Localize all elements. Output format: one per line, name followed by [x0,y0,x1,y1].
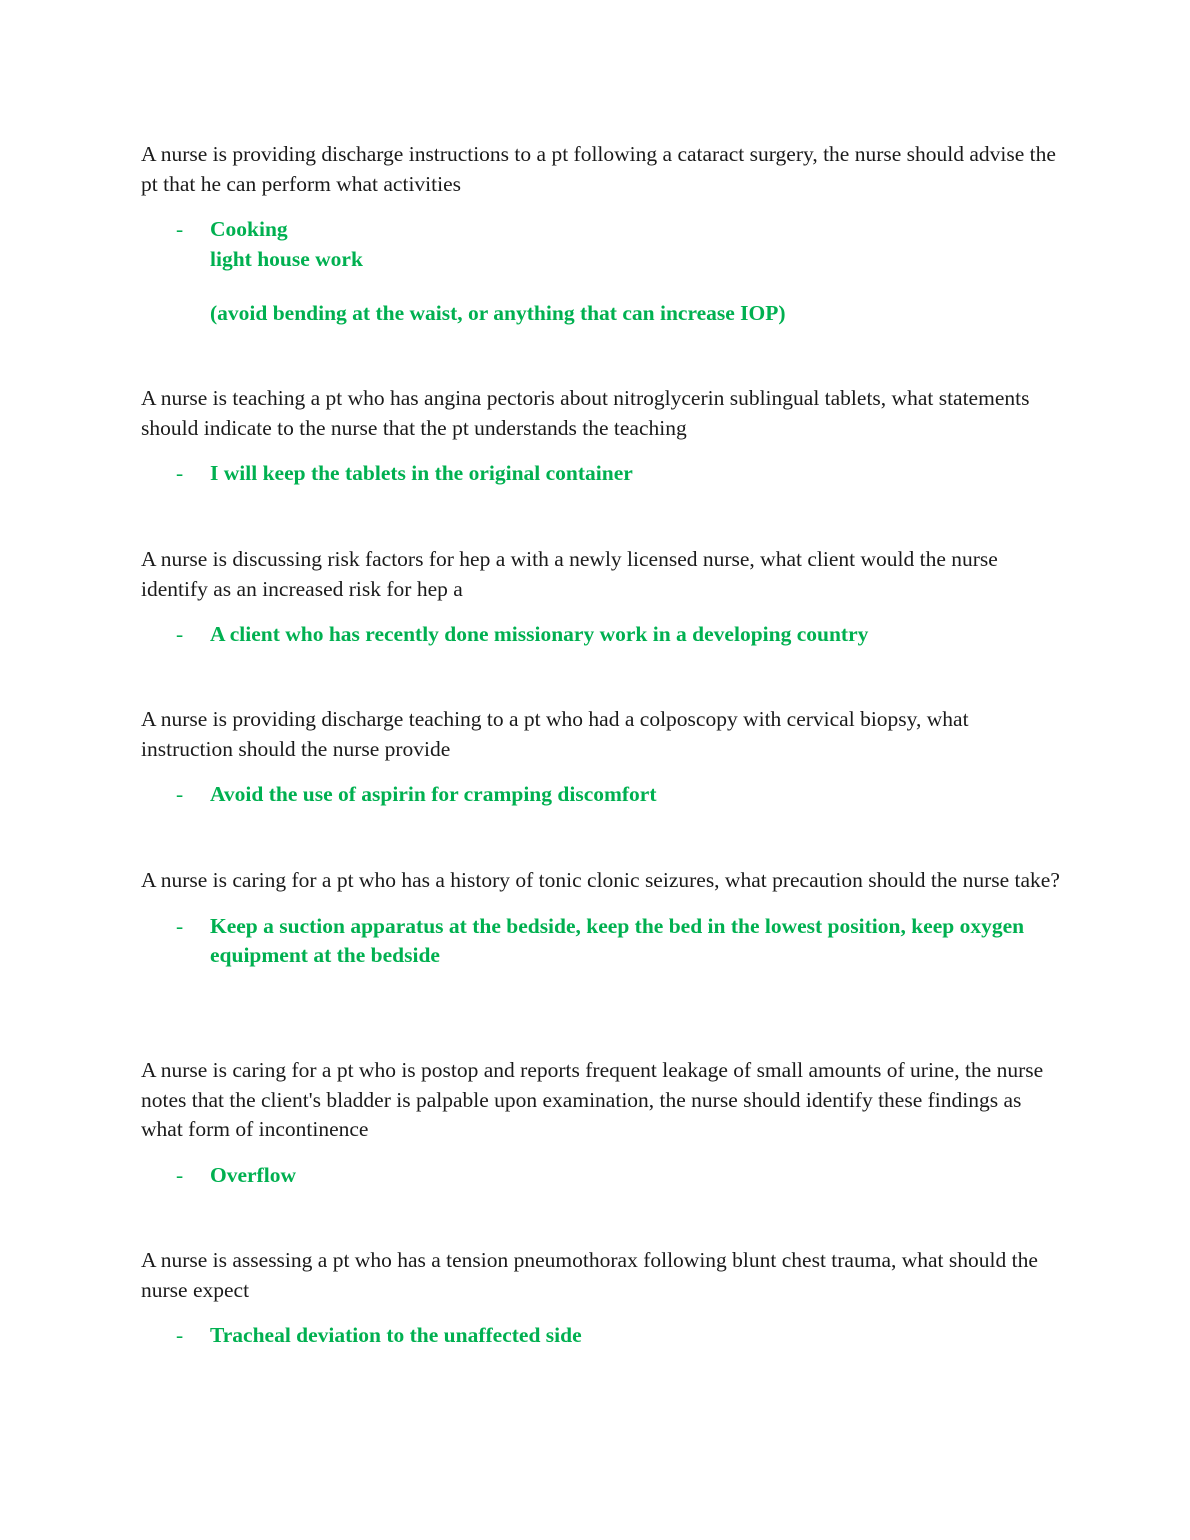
bullet-dash: - [176,913,184,938]
answer-text: light house work [210,246,363,271]
bullet-dash: - [176,461,184,485]
answer-text: Overflow [210,1162,296,1187]
question-text: A nurse is providing discharge instructions to a pt following a cataract surgery, the nurse should advise the pt that he can perform what activities [141,142,1056,196]
answer-text-group [210,1321,1061,1351]
question-text: A nurse is providing discharge teaching to a pt who had a colposcopy with cervical biopsy, what instruction should the nurse provide [141,707,969,761]
bullet-dash: - [176,622,184,646]
question-text: A nurse is discussing risk factors for hep a with a newly licensed nurse, what client would the nurse identify as an increased risk for hep a [141,547,998,601]
qa-item [141,1056,1061,1190]
bullet-dash: - [176,1323,184,1347]
bullet-dash: - [176,782,184,806]
answer-text: A client who has recently done missionary work in a developing country [210,622,869,646]
qa-item [141,705,1061,810]
question-text: A nurse is caring for a pt who has a history of tonic clonic seizures, what precaution should the nurse take? [141,868,1060,892]
answer-text-group [210,1161,1061,1191]
question-text: A nurse is assessing a pt who has a tension pneumothorax following blunt chest trauma, what should the nurse expect [141,1248,1038,1302]
answer-text: Cooking [210,217,288,241]
question-text: A nurse is teaching a pt who has angina pectoris about nitroglycerin sublingual tablets, what statements should indicate to the nurse that the pt understands the teaching [141,386,1030,440]
answer-text-group [210,620,1061,650]
answer-note: (avoid bending at the waist, or anything that can increase IOP) [210,301,786,325]
bullet-dash: - [176,1162,184,1187]
answer-text-group [210,780,1061,810]
answer-text: I will keep the tablets in the original container [210,461,633,485]
answer-bullet [141,1161,1061,1191]
answer-text-group [210,912,1061,971]
answer-bullet [141,459,1061,489]
answer-text-group [210,215,1061,274]
answer-text-group [210,459,1061,489]
answer-bullet [141,215,1061,329]
qa-item [141,140,1061,329]
answer-text: Keep a suction apparatus at the bedside, keep the bed in the lowest position, keep oxygen equipment at the bedside [210,913,1025,967]
question-text: A nurse is caring for a pt who is postop and reports frequent leakage of small amounts of urine, the nurse notes that the client's bladder is palpable upon examination, the nurse should identify these findings as what form of incontinence [141,1058,1044,1141]
answer-text: Avoid the use of aspirin for cramping discomfort [210,782,657,806]
bullet-dash: - [176,217,184,241]
answer-bullet [141,912,1061,971]
qa-item [141,384,1061,489]
answer-bullet [141,1321,1061,1351]
answer-text: Tracheal deviation to the unaffected side [210,1323,582,1347]
answer-bullet [141,620,1061,650]
qa-item [141,866,1061,971]
answer-bullet [141,780,1061,810]
qa-item [141,545,1061,650]
qa-item [141,1246,1061,1351]
